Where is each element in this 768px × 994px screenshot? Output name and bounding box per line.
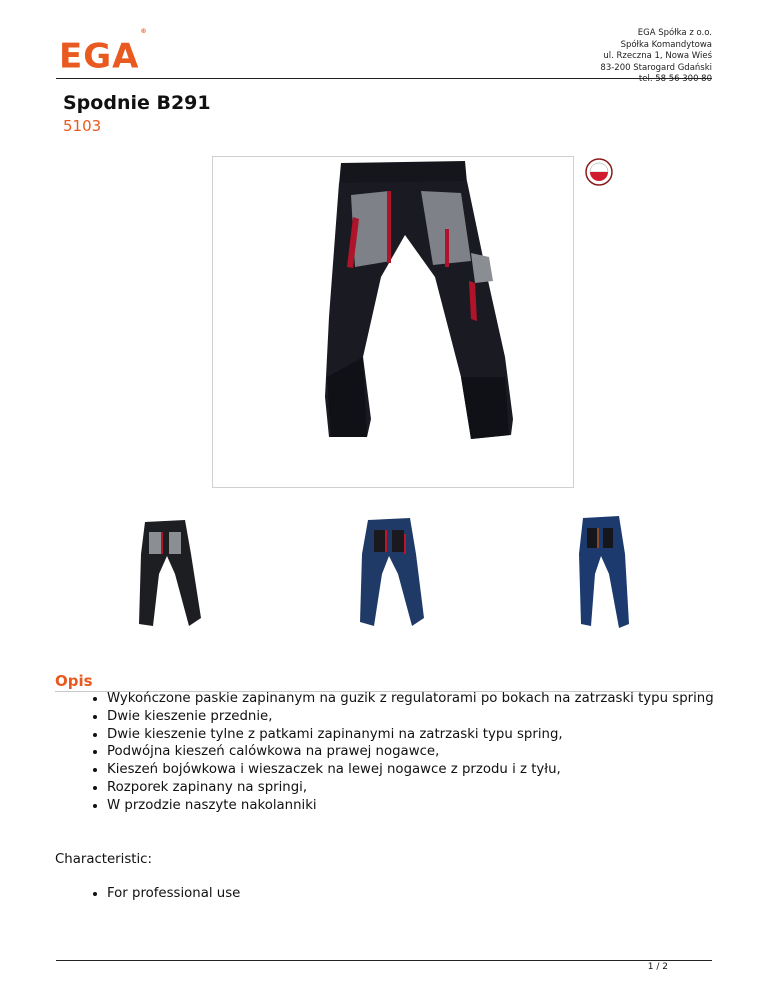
company-street: ul. Rzeczna 1, Nowa Wieś xyxy=(603,51,712,61)
registered-mark: ® xyxy=(140,28,148,35)
list-item: • W przodzie naszyte nakolanniki xyxy=(107,797,717,815)
list-item: • Wykończone paskie zapinanym na guzik z regulatorami po bokach na zatrzaski typu spring xyxy=(107,690,717,708)
company-phone: tel. 58 56 300 80 xyxy=(638,74,712,84)
list-item: • Dwie kieszenie tylne z patkami zapinanymi na zatrzaski typu spring, xyxy=(107,726,717,744)
feature-list xyxy=(81,690,717,815)
product-code: 5103 xyxy=(63,117,102,135)
logo-text: EGA xyxy=(59,36,140,77)
list-item: • Podwójna kieszeń calówkowa na prawej nogawce, xyxy=(107,743,717,761)
footer-divider xyxy=(56,960,712,961)
company-city: 83-200 Starogard Gdański xyxy=(600,62,712,73)
trousers-main-image xyxy=(213,157,573,487)
description-heading: Opis xyxy=(55,672,93,690)
company-type: Spółka Komandytowa xyxy=(620,39,712,50)
characteristic-label: Characteristic: xyxy=(55,852,152,867)
company-name: EGA Spółka z o.o. xyxy=(637,28,712,38)
page-number: 1 / 2 xyxy=(647,962,668,972)
list-item: • For professional use xyxy=(107,885,240,903)
characteristic-list xyxy=(81,885,240,903)
header-divider xyxy=(56,78,712,79)
main-product-photo xyxy=(212,156,574,488)
product-title: Spodnie B291 xyxy=(63,92,211,114)
list-item: • Kieszeń bojówkowa i wieszaczek na lewej nogawce z przodu i z tyłu, xyxy=(107,761,717,779)
company-address xyxy=(600,28,712,86)
thumbnail-navy-red-trousers xyxy=(326,514,450,630)
polish-product-badge-icon xyxy=(585,158,613,186)
thumbnail-navy-brown-trousers xyxy=(543,514,667,630)
list-item: • Rozporek zapinany na springi, xyxy=(107,779,717,797)
thumbnail-black-trousers xyxy=(105,514,229,630)
ega-logo xyxy=(59,28,148,77)
list-item: • Dwie kieszenie przednie, xyxy=(107,708,717,726)
